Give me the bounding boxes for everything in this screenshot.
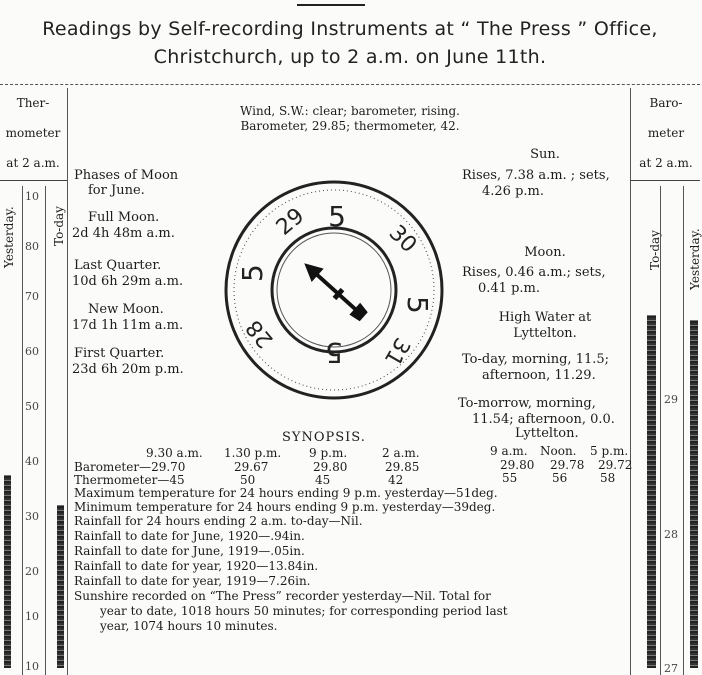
dial-number-5-top: 5 bbox=[328, 200, 346, 233]
thermometer-row-9pm: 45 bbox=[315, 473, 331, 487]
first-quarter-title: First Quarter. bbox=[74, 346, 165, 361]
high-water-title-1: High Water at bbox=[498, 310, 592, 325]
wind-line-2: Barometer, 29.85; thermometer, 42. bbox=[240, 119, 460, 133]
barometer-row-label: Barometer—29.70 bbox=[74, 460, 186, 474]
header-line-2: Christchurch, up to 2 a.m. on June 11th. bbox=[153, 46, 547, 68]
full-moon-time: 2d 4h 48m a.m. bbox=[72, 226, 175, 241]
synopsis-line-rain-june-1919: Rainfall to date for June, 1919—.05in. bbox=[74, 544, 305, 558]
thermometer-title-1: Ther- bbox=[16, 96, 50, 110]
synopsis-line-rain-june-1920: Rainfall to date for June, 1920—.94in. bbox=[74, 529, 305, 543]
sun-title: Sun. bbox=[530, 147, 560, 162]
thermometer-header-rule bbox=[0, 180, 67, 181]
right-column-divider bbox=[630, 88, 631, 675]
barometer-scale-29: 29 bbox=[664, 393, 678, 406]
barometer-lyt-9am: 29.80 bbox=[500, 458, 535, 472]
barometer-lyt-noon: 29.78 bbox=[550, 458, 585, 472]
thermometer-scale-box bbox=[22, 186, 46, 675]
wind-arrow-icon bbox=[298, 257, 369, 324]
thermometer-scale-50: 50 bbox=[25, 400, 39, 413]
dial-number-5-bottom: 5 bbox=[325, 336, 343, 369]
header-line-1: Readings by Self-recording Instruments at “ The Press ” Office, bbox=[42, 18, 658, 40]
barometer-today-label: To-day bbox=[648, 230, 662, 270]
barometer-yesterday-label: Yesterday. bbox=[688, 228, 702, 290]
synopsis-line-rain-24h: Rainfall for 24 hours ending 2 a.m. to-day—Nil. bbox=[74, 514, 363, 528]
barometer-scale-27: 27 bbox=[664, 662, 678, 675]
thermometer-today-label: To-day bbox=[52, 206, 66, 246]
barometer-row-130pm: 29.67 bbox=[234, 460, 269, 474]
last-quarter-title: Last Quarter. bbox=[74, 258, 162, 273]
synopsis-line-rain-year-1920: Rainfall to date for year, 1920—13.84in. bbox=[74, 559, 319, 573]
synopsis-line-min-temp: Minimum temperature for 24 hours ending 9 p.m. yesterday—39deg. bbox=[74, 500, 496, 514]
thermometer-lyt-noon: 56 bbox=[552, 471, 568, 485]
sun-line-1: Rises, 7.38 a.m. ; sets, bbox=[462, 168, 610, 183]
thermometer-row-130pm: 50 bbox=[240, 473, 256, 487]
top-rule bbox=[297, 4, 365, 6]
lyttelton-title: Lyttelton. bbox=[515, 426, 579, 441]
barometer-scale-28: 28 bbox=[664, 528, 678, 541]
thermometer-row-2am: 42 bbox=[388, 473, 404, 487]
dial-number-28: 28 bbox=[241, 314, 279, 353]
dial-number-31: 31 bbox=[378, 333, 415, 370]
thermometer-scale-30: 30 bbox=[25, 510, 39, 523]
dial-number-29: 29 bbox=[271, 203, 310, 241]
sunshine-line-3: year, 1074 hours 10 minutes. bbox=[100, 619, 278, 633]
wind-dial bbox=[222, 178, 446, 402]
moon-line-1: Rises, 0.46 a.m.; sets, bbox=[462, 265, 606, 280]
thermometer-lyt-5pm: 58 bbox=[600, 471, 616, 485]
sunshine-line-1: Sunshire recorded on “The Press” recorder yesterday—Nil. Total for bbox=[74, 589, 491, 603]
synopsis-head-930am: 9.30 a.m. bbox=[146, 446, 203, 460]
wind-line-1: Wind, S.W.: clear; barometer, rising. bbox=[240, 104, 460, 118]
barometer-row-9pm: 29.80 bbox=[313, 460, 348, 474]
header-divider bbox=[0, 84, 700, 85]
last-quarter-time: 10d 6h 29m a.m. bbox=[72, 274, 184, 289]
dial-number-5-right: 5 bbox=[401, 296, 434, 314]
moon-phases-title-2: for June. bbox=[88, 183, 145, 198]
moon-title: Moon. bbox=[524, 245, 566, 260]
lyttelton-head-5pm: 5 p.m. bbox=[590, 444, 629, 458]
thermometer-scale-60: 60 bbox=[25, 345, 39, 358]
thermometer-scale-80: 80 bbox=[25, 240, 39, 253]
barometer-title-2: meter bbox=[647, 126, 685, 140]
synopsis-line-rain-year-1919: Rainfall to date for year, 1919—7.26in. bbox=[74, 574, 311, 588]
new-moon-title: New Moon. bbox=[88, 302, 164, 317]
thermometer-title-2: mometer bbox=[5, 126, 61, 140]
synopsis-head-2am: 2 a.m. bbox=[382, 446, 420, 460]
lyttelton-head-noon: Noon. bbox=[540, 444, 577, 458]
synopsis-line-max-temp: Maximum temperature for 24 hours ending 9 p.m. yesterday—51deg. bbox=[74, 486, 498, 500]
full-moon-title: Full Moon. bbox=[88, 210, 160, 225]
barometer-title-3: at 2 a.m. bbox=[639, 156, 693, 170]
high-water-tomorrow-1: To-morrow, morning, bbox=[458, 396, 596, 411]
synopsis-head-9pm: 9 p.m. bbox=[309, 446, 348, 460]
sunshine-line-2: year to date, 1018 hours 50 minutes; for corresponding period last bbox=[100, 604, 508, 618]
lyttelton-head-9am: 9 a.m. bbox=[490, 444, 528, 458]
thermometer-scale-top: 10 bbox=[25, 190, 39, 203]
thermometer-scale-bottom: 10 bbox=[25, 660, 39, 673]
thermometer-scale-40: 40 bbox=[25, 455, 39, 468]
barometer-scale-box bbox=[660, 186, 684, 675]
barometer-row-2am: 29.85 bbox=[385, 460, 420, 474]
barometer-yesterday-bar bbox=[690, 320, 698, 668]
dial-number-5-left: 5 bbox=[236, 264, 269, 282]
thermometer-yesterday-label: Yesterday. bbox=[2, 206, 16, 268]
high-water-today-2: afternoon, 11.29. bbox=[482, 368, 596, 383]
left-column-divider bbox=[67, 88, 68, 675]
thermometer-lyt-9am: 55 bbox=[502, 471, 518, 485]
synopsis-head-130pm: 1.30 p.m. bbox=[224, 446, 282, 460]
high-water-today-1: To-day, morning, 11.5; bbox=[462, 352, 610, 367]
dial-number-30: 30 bbox=[383, 220, 422, 259]
barometer-title-1: Baro- bbox=[649, 96, 683, 110]
barometer-header-rule bbox=[630, 180, 700, 181]
first-quarter-time: 23d 6h 20m p.m. bbox=[72, 362, 184, 377]
synopsis-title: SYNOPSIS. bbox=[282, 430, 366, 445]
sun-line-2: 4.26 p.m. bbox=[482, 184, 544, 199]
barometer-lyt-5pm: 29.72 bbox=[598, 458, 633, 472]
thermometer-today-bar bbox=[57, 505, 64, 668]
thermometer-scale-70: 70 bbox=[25, 290, 39, 303]
thermometer-row-label: Thermometer—45 bbox=[74, 473, 185, 487]
barometer-today-bar bbox=[647, 315, 656, 668]
moon-line-2: 0.41 p.m. bbox=[478, 281, 540, 296]
thermometer-title-3: at 2 a.m. bbox=[6, 156, 60, 170]
moon-phases-title-1: Phases of Moon bbox=[74, 168, 179, 183]
thermometer-scale-10: 10 bbox=[25, 610, 39, 623]
thermometer-scale-20: 20 bbox=[25, 565, 39, 578]
high-water-tomorrow-2: 11.54; afternoon, 0.0. bbox=[472, 412, 615, 427]
high-water-title-2: Lyttelton. bbox=[513, 326, 577, 341]
new-moon-time: 17d 1h 11m a.m. bbox=[72, 318, 184, 333]
thermometer-yesterday-bar bbox=[4, 475, 11, 668]
